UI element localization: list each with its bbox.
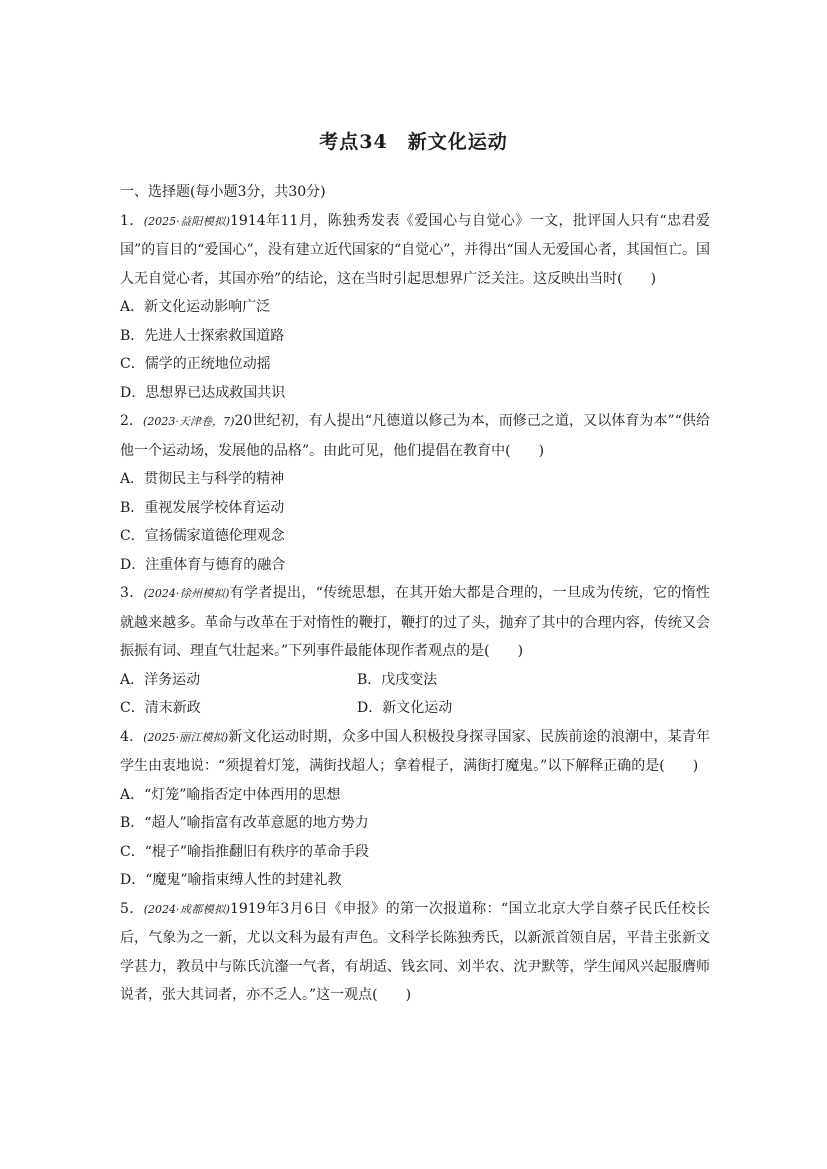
question-stem: 新文化运动时期，众多中国人积极投身探寻国家、民族前途的浪潮中，某青年学生由衷地说：“须提着灯笼，满街找超人；拿着棍子，满街打魔鬼。”以下解释正确的是( ) xyxy=(120,728,710,774)
option-d: D．注重体育与德育的融合 xyxy=(120,556,286,573)
question-number: 2． xyxy=(120,413,144,429)
question-list xyxy=(120,178,710,1010)
option-c: C．清末新政 xyxy=(120,700,201,716)
question-number: 4． xyxy=(120,728,144,745)
question-4 xyxy=(120,723,710,781)
question-stem: 20世纪初，有人提出“凡德道以修己为本，而修己之道，又以体育为本”“供给他一个运动场，发展他的品格”。由此可见，他们提倡在教育中( ) xyxy=(120,413,710,459)
option-row xyxy=(120,666,710,695)
option-b: B．先进人士探索救国道路 xyxy=(120,327,285,344)
option-a: A．洋务运动 xyxy=(120,671,201,688)
question-1 xyxy=(120,207,710,294)
question-number: 1． xyxy=(120,212,144,229)
page-title: 考点34 新文化运动 xyxy=(319,131,508,153)
question-stem: 有学者提出，“传统思想，在其开始大都是合理的，一旦成为传统，它的惰性就越来越多。革命与改革在于对惰性的鞭打，鞭打的过了头，抛弃了其中的合理内容，传统又会振振有词、理直气壮起来。”下列事件最能体现作者观点的是( ) xyxy=(120,585,710,659)
option-a: A．“灯笼”喻指否定中体西用的思想 xyxy=(120,786,341,803)
option-b: B．“超人”喻指富有改革意愿的地方势力 xyxy=(120,815,369,831)
question-2 xyxy=(120,407,710,465)
option-a: A．贯彻民主与科学的精神 xyxy=(120,471,285,487)
option-row xyxy=(120,694,710,723)
option-d: D．新文化运动 xyxy=(357,700,453,716)
question-source: (2025·丽江模拟) xyxy=(143,730,229,744)
question-5 xyxy=(120,895,710,1010)
question-source: (2024·徐州模拟) xyxy=(143,587,230,600)
option-c: C．儒学的正统地位动摇 xyxy=(120,356,271,372)
option-c: C．宣扬儒家道德伦理观念 xyxy=(120,528,285,544)
option-b: B．戊戌变法 xyxy=(357,671,438,688)
section-heading: 一、选择题(每小题3分，共30分) xyxy=(120,184,326,200)
question-number: 3． xyxy=(120,585,144,601)
option-b: B．重视发展学校体育运动 xyxy=(120,499,285,516)
question-stem: 1919年3月6日《申报》的第一次报道称：“国立北京大学自蔡孑民氏任校长后，气象为之一新，尤以文科为最有声色。文科学长陈独秀氏，以新派首领自居，平昔主张新文学甚力，教员中与陈氏沆瀣一气者，有胡适、钱玄同、刘半农、沈尹默等，学生闻风兴起服膺师说者，张大其词者，亦不乏人。”这一观点( ) xyxy=(120,900,710,1003)
question-3 xyxy=(120,579,710,666)
option-d: D．“魔鬼”喻指束缚人性的封建礼教 xyxy=(120,872,342,888)
option-d: D．思想界已达成救国共识 xyxy=(120,384,286,401)
option-a: A．新文化运动影响广泛 xyxy=(120,299,271,315)
question-source: (2023·天津卷，7) xyxy=(143,415,235,428)
option-c: C．“棍子”喻指推翻旧有秩序的革命手段 xyxy=(120,843,370,860)
question-stem: 1914年11月，陈独秀发表《爱国心与自觉心》一文，批评国人只有“忠君爱国”的盲目的“爱国心”，没有建立近代国家的“自觉心”，并得出“国人无爱国心者，其国恒亡。国人无自觉心者，其国亦殆”的结论，这在当时引起思想界广泛关注。这反映出当时( ) xyxy=(120,212,710,287)
question-number: 5． xyxy=(120,900,144,917)
question-source: (2024·成都模拟) xyxy=(143,902,230,916)
question-source: (2025·益阳模拟) xyxy=(143,214,231,228)
